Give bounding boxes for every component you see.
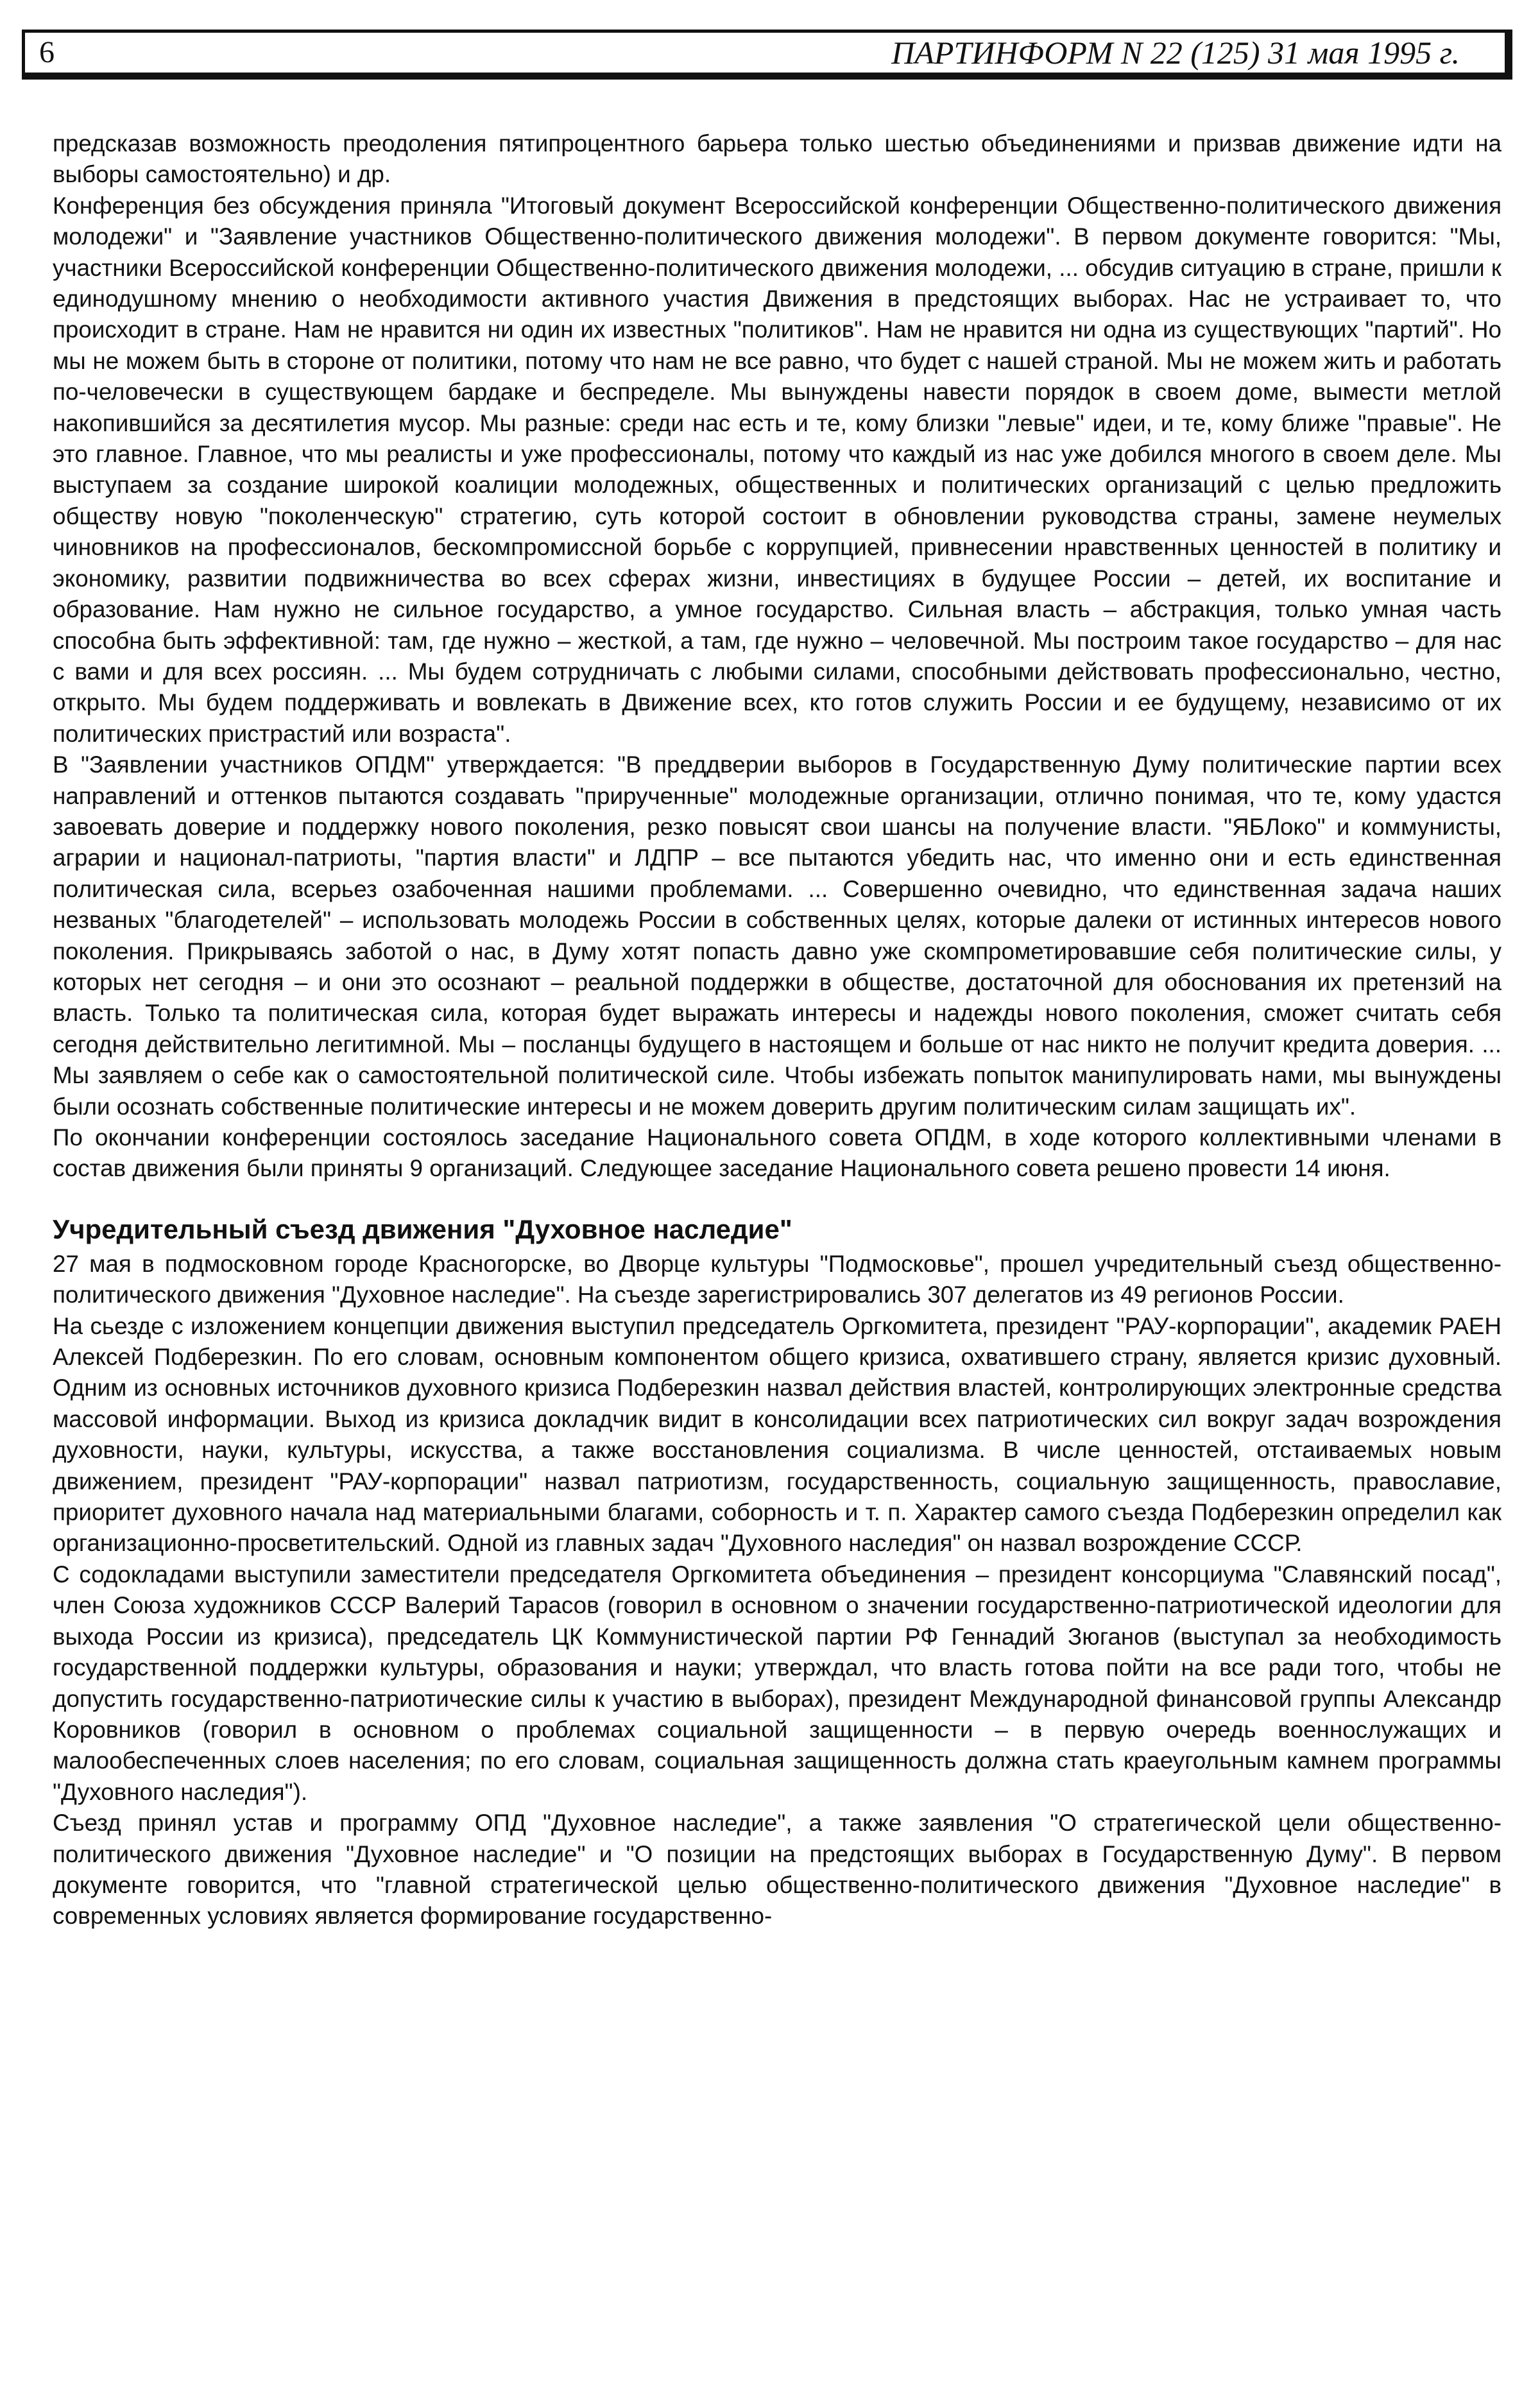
paragraph: предсказав возможность преодоления пятипроцентного барьера только шестью объединениями и призвав движение идти на выборы самостоятельно) и др. — [53, 130, 1502, 188]
paragraph: В "Заявлении участников ОПДМ" утверждается: "В преддверии выборов в Государственную Думу политические партии всех направлений и оттенков пытаются создавать "прирученные" молодежные организации, отлично понимая, что те, кому удастся завоевать доверие и поддержку нового поколения, резко повысят свои шансы на получение власти. "ЯБЛоко" и коммунисты, аграрии и национал-патриоты, "партия власти" и ЛДПР – все пытаются убедить нас, что именно они и есть единственная политическая сила, всерьез озабоченная нашими проблемами. ... Совершенно очевидно, что единственная задача наших незваных "благодетелей" – использовать молодежь России в собственных целях, которые далеки от истинных интересов нового поколения. Прикрываясь заботой о нас, в Думу хотят попасть давно уже скомпрометировавшие себя политические силы, у которых нет сегодня – и они это осознают – реальной поддержки в обществе, достаточной для обоснования их претензий на власть. Только та политическая сила, которая будет выражать интересы и надежды нового поколения, сможет считать себя сегодня действительно легитимной. Мы – посланцы будущего в настоящем и больше от нас никто не получит кредита доверия. ... Мы заявляем о себе как о самостоятельной политической силе. Чтобы избежать попыток манипулировать нами, мы вынуждены были осознать собственные политические интересы и не можем доверить другим политическим силам защищать их". — [53, 751, 1502, 1120]
paragraph: 27 мая в подмосковном городе Красногорске, во Дворце культуры "Подмосковье", прошел учредительный съезд общественно-политического движения "Духовное наследие". На съезде зарегистрировались 307 делегатов из 49 регионов России. — [53, 1250, 1502, 1308]
section-heading: Учредительный съезд движения "Духовное наследие" — [53, 1213, 792, 1244]
article-body — [53, 128, 1502, 1932]
paragraph: Съезд принял устав и программу ОПД "Духовное наследие", а также заявления "О стратегической цели общественно-политического движения "Духовное наследие" и "О позиции на предстоящих выборах в Государственную Думу". В первом документе говорится, что "главной стратегической целью общественно-политического движения "Духовное наследие" в современных условиях является формирование государственно- — [53, 1810, 1502, 1930]
issue-title: ПАРТИНФОРМ N 22 (125) 31 мая 1995 г. — [891, 35, 1460, 71]
paragraph: С содокладами выступили заместители председателя Оргкомитета объединения – президент консорциума "Славянский посад", член Союза художников СССР Валерий Тарасов (говорил в основном о значении государственно-патриотической идеологии для выхода России из кризиса), председатель ЦК Коммунистической партии РФ Геннадий Зюганов (выступал за необходимость государственной поддержки культуры, образования и науки; утверждал, что власть готова пойти на все ради того, чтобы не допустить государственно-патриотические силы к участию в выборах), президент Международной финансовой группы Александр Коровников (говорил в основном о проблемах социальной защищенности – в первую очередь военнослужащих и малообеспеченных слоев населения; по его словам, социальная защищенность должна стать краеугольным камнем программы "Духовного наследия"). — [53, 1561, 1502, 1805]
paragraph: Конференция без обсуждения приняла "Итоговый документ Всероссийской конференции Общественно-политического движения молодежи" и "Заявление участников Общественно-политического движения молодежи". В первом документе говорится: "Мы, участники Всероссийской конференции Общественно-политического движения молодежи, ... обсудив ситуацию в стране, пришли к единодушному мнению о необходимости активного участия Движения в предстоящих выборах. Нас не устраивает то, что происходит в стране. Нам не нравится ни один их известных "политиков". Нам не нравится ни одна из существующих "партий". Но мы не можем быть в стороне от политики, потому что нам не все равно, что будет с нашей страной. Мы не можем жить и работать по-человечески в существующем бардаке и беспределе. Мы вынуждены навести порядок в своем доме, вымести метлой накопившийся за десятилетия мусор. Мы разные: среди нас есть и те, кому близки "левые" идеи, и те, кому ближе "правые". Не это главное. Главное, что мы реалисты и уже профессионалы, потому что каждый из нас уже добился многого в своем деле. Мы выступаем за создание широкой коалиции молодежных, общественных и политических организаций с целью предложить обществу новую "поколенческую" стратегию, суть которой состоит в обновлении руководства страны, замене неумелых чиновников на профессионалов, бескомпромиссной борьбе с коррупцией, привнесении нравственных ценностей в политику и экономику, развитии подвижничества во всех сферах жизни, инвестициях в будущее России – детей, их воспитание и образование. Нам нужно не сильное государство, а умное государство. Сильная власть – абстракция, только умная часть способна быть эффективной: там, где нужно – жесткой, а там, где нужно – человечной. Мы построим такое государство – для нас с вами и для всех россиян. ... Мы будем сотрудничать с любыми силами, способными действовать профессионально, честно, открыто. Мы будем поддерживать и вовлекать в Движение всех, кто готов служить России и ее будущему, независимо от их политических пристрастий или возраста". — [53, 192, 1502, 747]
page-number: 6 — [39, 35, 55, 69]
paragraph: На сьезде с изложением концепции движения выступил председатель Оргкомитета, президент "РАУ-корпорации", академик РАЕН Алексей Подберезкин. По его словам, основным компонентом общего кризиса, охватившего страну, является кризис духовный. Одним из основных источников духовного кризиса Подберезкин назвал действия властей, контролирующих электронные средства массовой информации. Выход из кризиса докладчик видит в консолидации всех патриотических сил вокруг задач возрождения духовности, науки, культуры, искусства, а также восстановления социализма. В числе ценностей, отстаиваемых новым движением, президент "РАУ-корпорации" назвал патриотизм, государственность, социальную защищенность, православие, приоритет духовного начала над материальными благами, соборность и т. п. Характер самого съезда Подберезкин определил как организационно-просветительский. Одной из главных задач "Духовного наследия" он назвал возрождение СССР. — [53, 1312, 1502, 1557]
paragraph: По окончании конференции состоялось заседание Национального совета ОПДМ, в ходе которого коллективными членами в состав движения были приняты 9 организаций. Следующее заседание Национального совета решено провести 14 июня. — [53, 1124, 1502, 1182]
page-header — [22, 30, 1512, 80]
